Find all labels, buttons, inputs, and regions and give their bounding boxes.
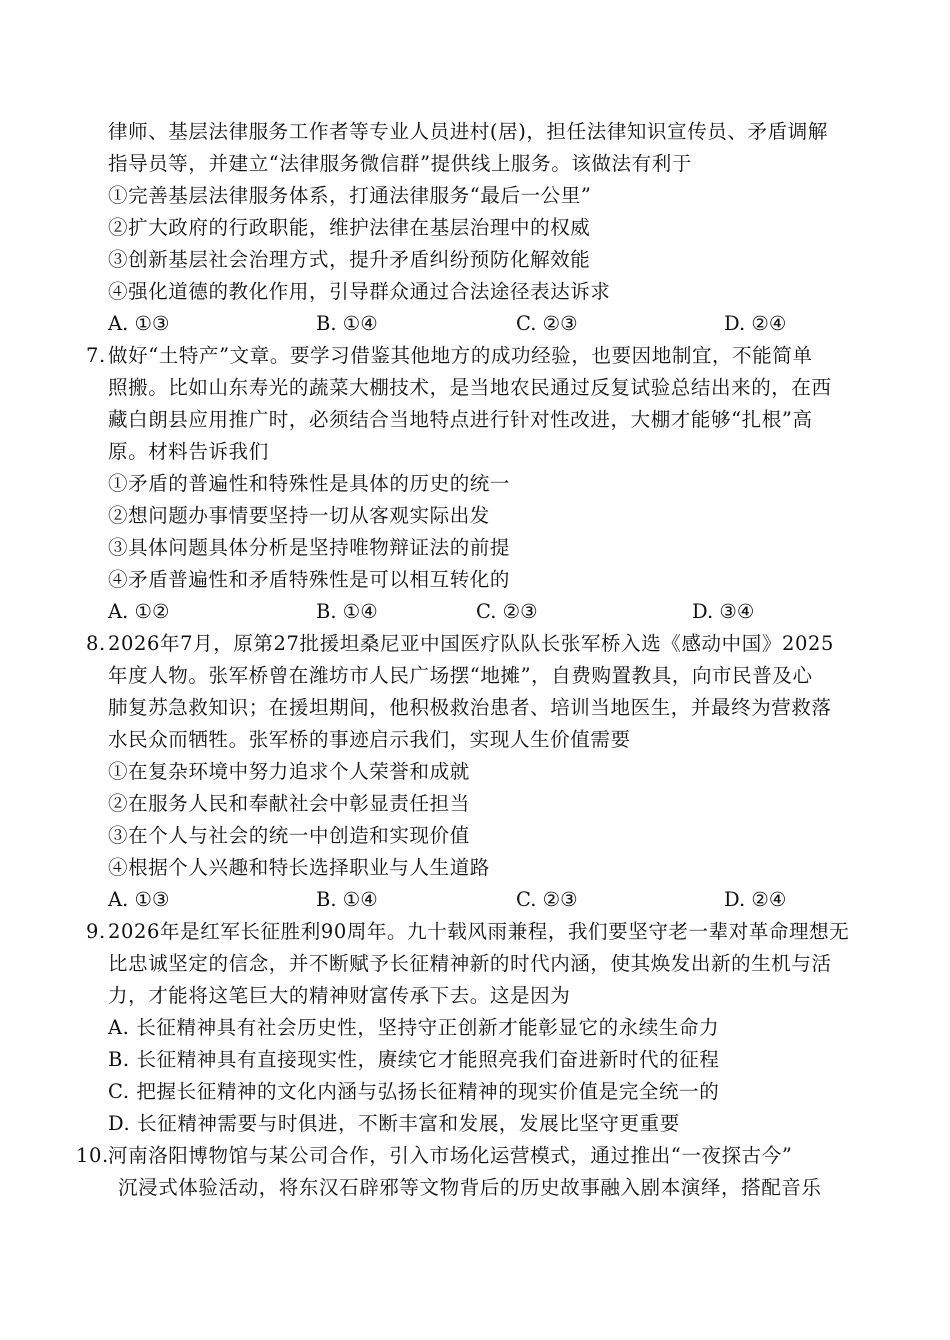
q9-stem-line-3: 力，才能将这笔巨大的精神财富传承下去。这是因为 bbox=[108, 984, 571, 1007]
q8-stem-line-3: 肺复苏急救知识；在援坦期间，他积极救治患者、培训当地医生，并最终为营救落 bbox=[108, 696, 832, 719]
q6-option-1: ①完善基层法律服务体系，打通法律服务“最后一公里” bbox=[108, 184, 592, 207]
q8-choice-a: A. ①③ bbox=[108, 888, 170, 911]
q8-choice-b: B. ①④ bbox=[316, 888, 378, 911]
q6-stem-line-1: 律师、基层法律服务工作者等专业人员进村(居)，担任法律知识宣传员、矛盾调解 bbox=[108, 120, 828, 143]
q10-stem-line-2: 沉浸式体验活动，将东汉石辟邪等文物背后的历史故事融入剧本演绎，搭配音乐 bbox=[118, 1176, 822, 1199]
q7-option-3: ③具体问题具体分析是坚持唯物辩证法的前提 bbox=[108, 536, 511, 559]
q8-choices bbox=[108, 886, 868, 914]
q10-number: 10. bbox=[76, 1144, 109, 1167]
q9-option-d: D. 长征精神需要与时俱进，不断丰富和发展，发展比坚守更重要 bbox=[108, 1112, 680, 1135]
q9-number: 9. bbox=[86, 920, 106, 943]
q6-choice-b: B. ①④ bbox=[316, 312, 378, 335]
q7-choice-b: B. ①④ bbox=[316, 600, 378, 623]
q6-choice-d: D. ②④ bbox=[724, 312, 787, 335]
q7-number: 7. bbox=[86, 344, 106, 367]
q6-choice-c: C. ②③ bbox=[516, 312, 578, 335]
q8-stem-line-1: 2026年7月，原第27批援坦桑尼亚中国医疗队队长张军桥入选《感动中国》2025 bbox=[108, 632, 834, 655]
q7-stem-line-3: 藏白朗县应用推广时，必须结合当地特点进行针对性改进，大棚才能够“扎根”高 bbox=[108, 408, 813, 431]
q7-choice-a: A. ①② bbox=[108, 600, 170, 623]
q8-number: 8. bbox=[86, 632, 106, 655]
q7-choice-c: C. ②③ bbox=[476, 600, 538, 623]
q8-choice-d: D. ②④ bbox=[724, 888, 787, 911]
q6-stem-line-2: 指导员等，并建立“法律服务微信群”提供线上服务。该做法有利于 bbox=[108, 152, 692, 175]
q9-option-a: A. 长征精神具有社会历史性，坚持守正创新才能彰显它的永续生命力 bbox=[108, 1016, 720, 1039]
q8-choice-c: C. ②③ bbox=[516, 888, 578, 911]
q6-choices bbox=[108, 310, 868, 338]
q6-option-3: ③创新基层社会治理方式，提升矛盾纠纷预防化解效能 bbox=[108, 248, 591, 271]
q7-stem-line-1: 做好“土特产”文章。要学习借鉴其他地方的成功经验，也要因地制宜，不能简单 bbox=[108, 344, 813, 367]
q8-option-2: ②在服务人民和奉献社会中彰显责任担当 bbox=[108, 792, 470, 815]
q6-option-4: ④强化道德的教化作用，引导群众通过合法途径表达诉求 bbox=[108, 280, 611, 303]
q7-stem-line-4: 原。材料告诉我们 bbox=[108, 440, 269, 463]
q9-stem-line-2: 比忠诚坚定的信念，并不断赋予长征精神新的时代内涵，使其焕发出新的生机与活 bbox=[108, 952, 832, 975]
q8-option-1: ①在复杂环境中努力追求个人荣誉和成就 bbox=[108, 760, 470, 783]
q8-stem-line-4: 水民众而牺牲。张军桥的事迹启示我们，实现人生价值需要 bbox=[108, 728, 631, 751]
q7-choice-d: D. ③④ bbox=[692, 600, 755, 623]
q9-option-b: B. 长征精神具有直接现实性，赓续它才能照亮我们奋进新时代的征程 bbox=[108, 1048, 720, 1071]
q10-stem-line-1: 河南洛阳博物馆与某公司合作，引入市场化运营模式，通过推出“一夜探古今” bbox=[108, 1144, 793, 1167]
q8-option-3: ③在个人与社会的统一中创造和实现价值 bbox=[108, 824, 470, 847]
q8-stem-line-2: 年度人物。张军桥曾在潍坊市人民广场摆“地摊”，自费购置教具，向市民普及心 bbox=[108, 664, 813, 687]
q7-stem-line-2: 照搬。比如山东寿光的蔬菜大棚技术，是当地农民通过反复试验总结出来的，在西 bbox=[108, 376, 832, 399]
q7-option-2: ②想问题办事情要坚持一切从客观实际出发 bbox=[108, 504, 490, 527]
q7-option-1: ①矛盾的普遍性和特殊性是具体的历史的统一 bbox=[108, 472, 511, 495]
q7-choices bbox=[108, 598, 868, 626]
q9-stem-line-1: 2026年是红军长征胜利90周年。九十载风雨兼程，我们要坚守老一辈对革命理想无 bbox=[108, 920, 850, 943]
q7-option-4: ④矛盾普遍性和矛盾特殊性是可以相互转化的 bbox=[108, 568, 511, 591]
q8-option-4: ④根据个人兴趣和特长选择职业与人生道路 bbox=[108, 856, 490, 879]
q6-option-2: ②扩大政府的行政职能，维护法律在基层治理中的权威 bbox=[108, 216, 591, 239]
q9-option-c: C. 把握长征精神的文化内涵与弘扬长征精神的现实价值是完全统一的 bbox=[108, 1080, 720, 1103]
q6-choice-a: A. ①③ bbox=[108, 312, 170, 335]
